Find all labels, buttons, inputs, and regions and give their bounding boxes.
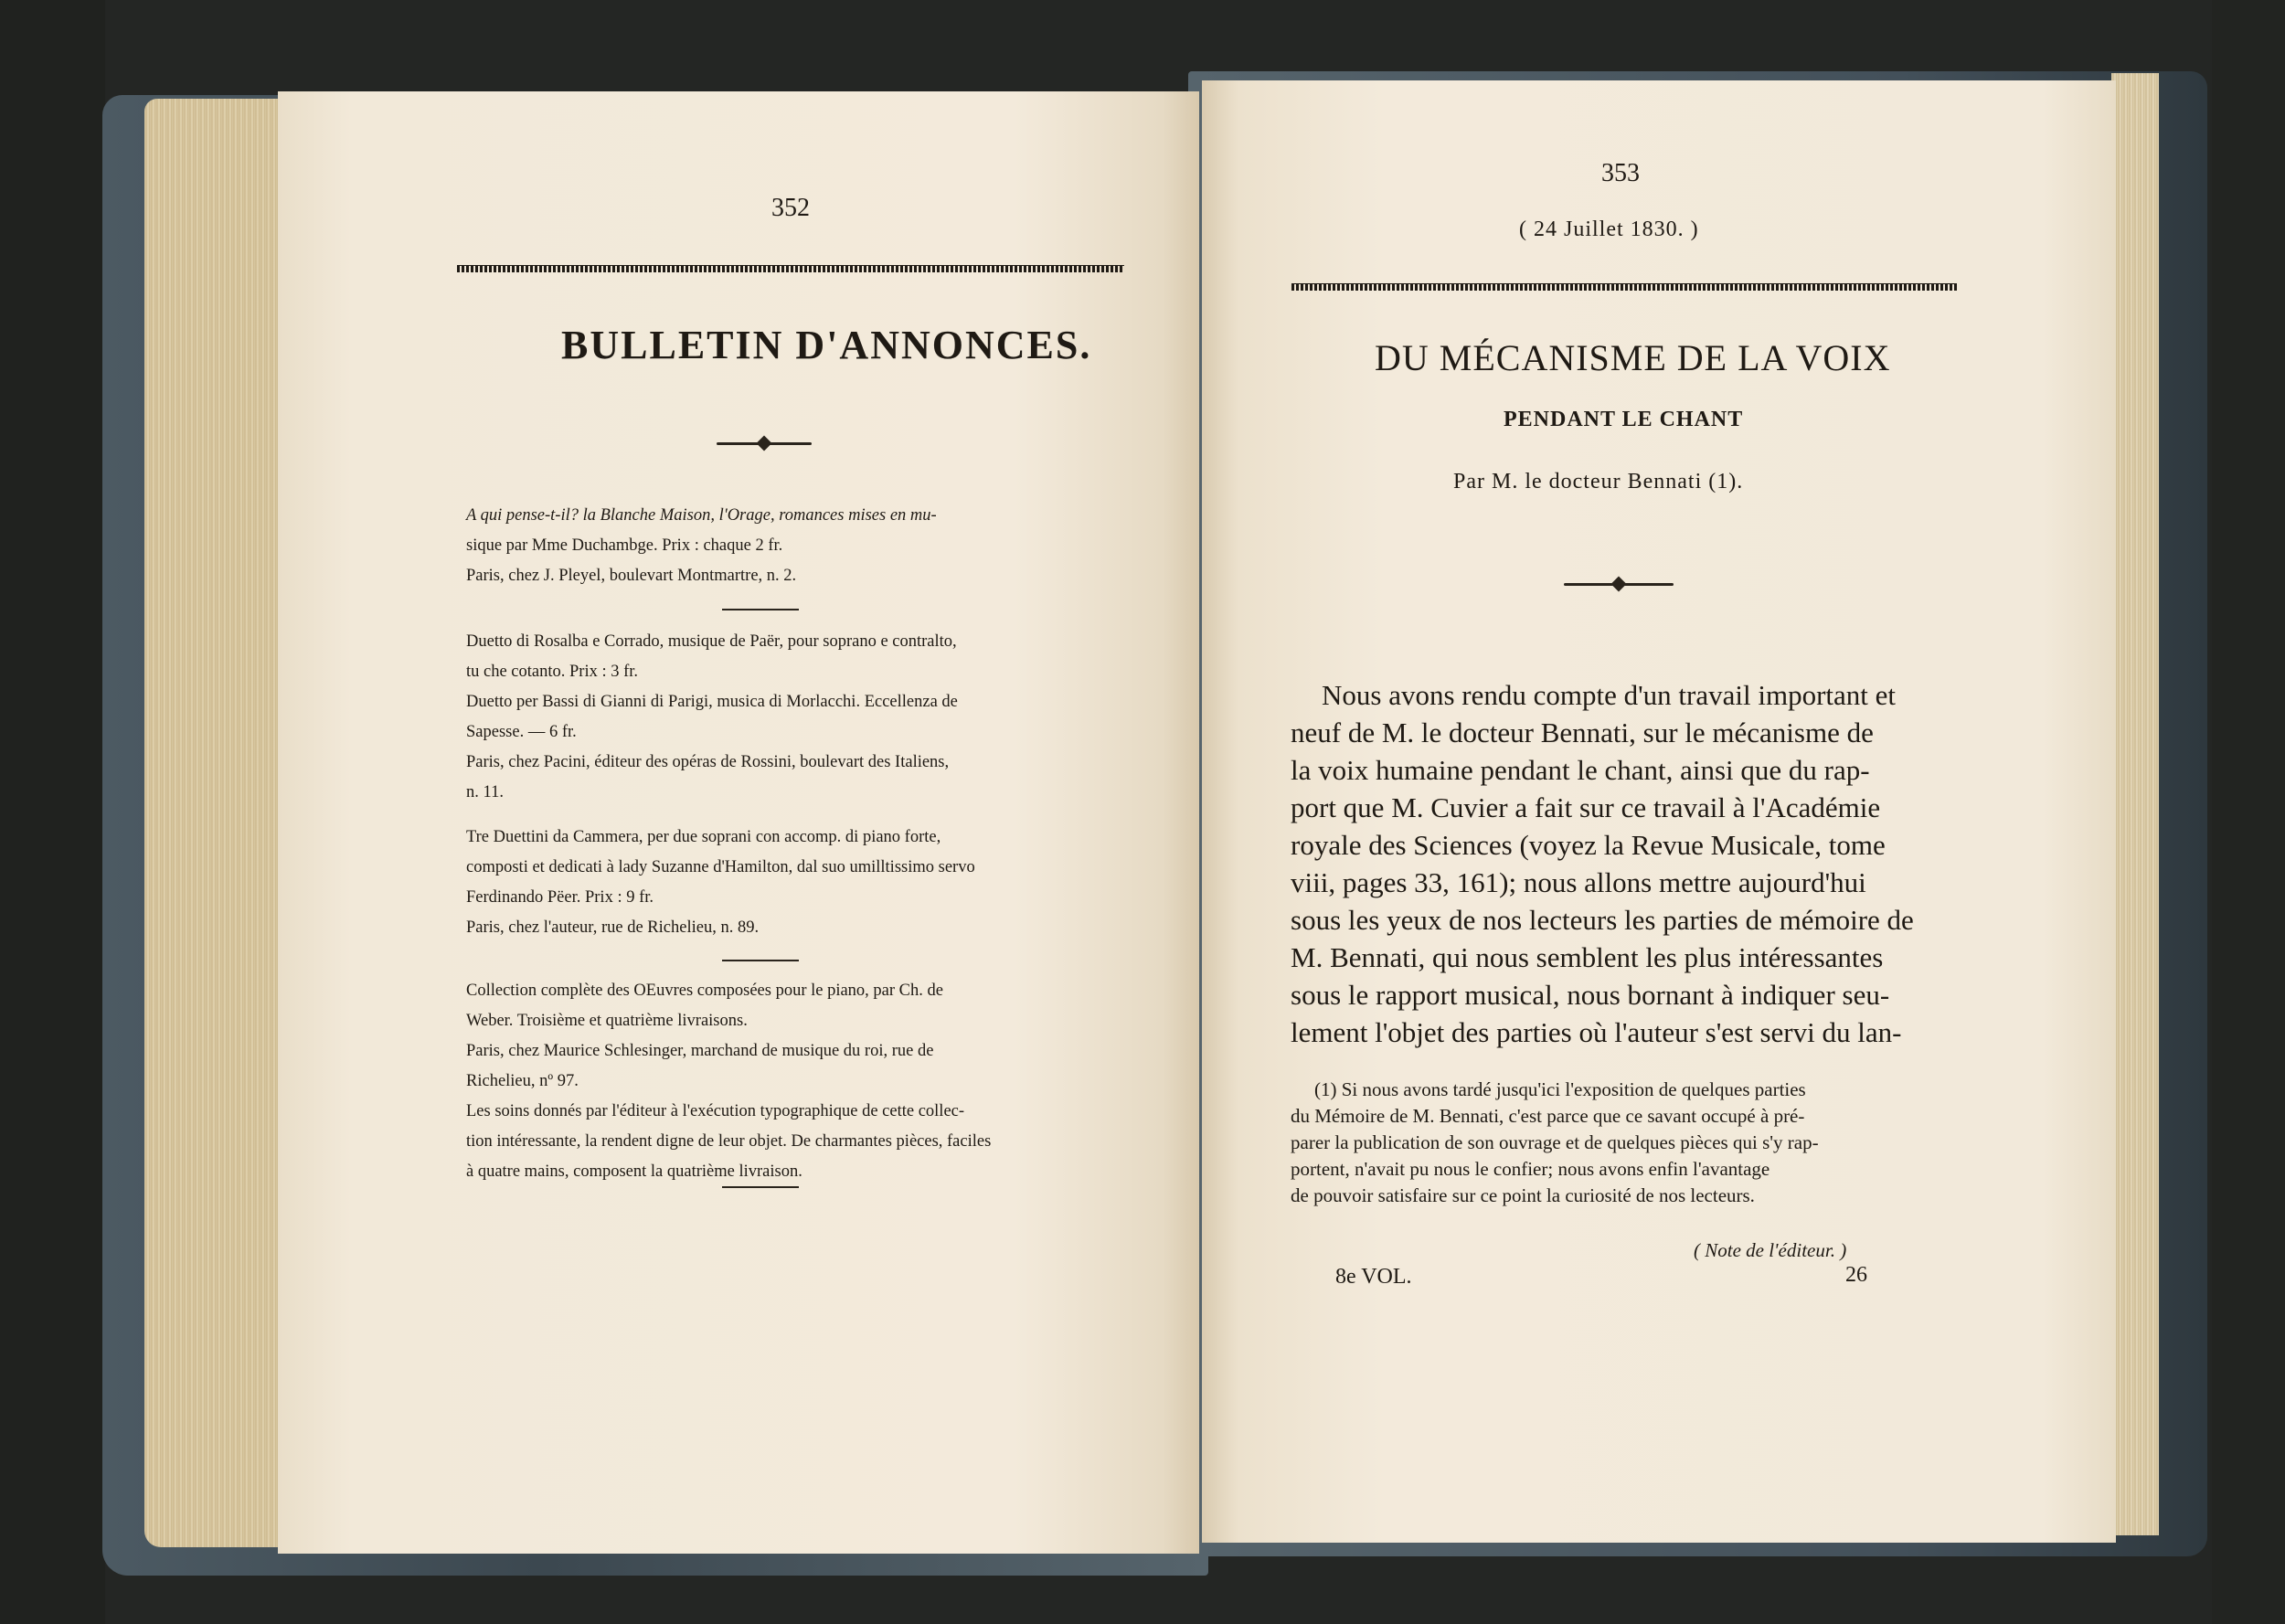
entry-line: Paris, chez J. Pleyel, boulevart Montmartre, n. 2. — [466, 567, 797, 585]
bulletin-title: BULLETIN D'ANNONCES. — [561, 323, 1092, 367]
body-line: sous le rapport musical, nous bornant à indiquer seu- — [1291, 979, 1890, 1011]
body-line: port que M. Cuvier a fait sur ce travail à l'Académie — [1291, 791, 1881, 823]
body-line: sous les yeux de nos lecteurs les parties de mémoire de — [1291, 904, 1914, 936]
right-page-number: 353 — [1601, 159, 1640, 187]
body-line: M. Bennati, qui nous semblent les plus intéressantes — [1291, 941, 1884, 973]
entry-line: tu che cotanto. Prix : 3 fr. — [466, 663, 639, 681]
body-line: la voix humaine pendant le chant, ainsi que du rap- — [1291, 754, 1870, 786]
entry-line: composti et dedicati à lady Suzanne d'Hamilton, dal suo umilltissimo servo — [466, 858, 975, 876]
article-byline: Par M. le docteur Bennati (1). — [1453, 470, 1744, 494]
body-line: Nous avons rendu compte d'un travail important et — [1322, 679, 1897, 711]
background-right — [2212, 0, 2285, 1624]
footnote-line: de pouvoir satisfaire sur ce point la curiosité de nos lecteurs. — [1291, 1184, 1755, 1206]
entry-3 — [466, 823, 1106, 943]
entry-line: Collection complète des OEuvres composées pour le piano, par Ch. de — [466, 982, 943, 1000]
entry-line: Duetto di Rosalba e Corrado, musique de Paër, pour soprano e contralto, — [466, 632, 957, 651]
entry-line: Tre Duettini da Cammera, per due soprani con accomp. di piano forte, — [466, 828, 941, 846]
title-ornament — [1564, 583, 1674, 586]
left-page-number: 352 — [771, 194, 810, 222]
entry-separator — [722, 609, 799, 610]
signature-volume: 8e VOL. — [1335, 1265, 1412, 1289]
title-ornament — [717, 442, 812, 445]
body-line: viii, pages 33, 161); nous allons mettre aujourd'hui — [1291, 866, 1866, 898]
body-line: lement l'objet des parties où l'auteur s'est servi du lan- — [1291, 1016, 1902, 1048]
entry-4 — [466, 976, 1106, 1187]
footnote-line: (1) Si nous avons tardé jusqu'ici l'exposition de quelques parties — [1314, 1078, 1806, 1100]
article-body — [1291, 676, 1949, 1051]
dateline: ( 24 Juillet 1830. ) — [1519, 218, 1699, 241]
footnote — [1291, 1077, 1949, 1209]
background-left — [0, 0, 105, 1624]
page-edges-right — [2111, 73, 2159, 1535]
entry-2 — [466, 627, 1106, 808]
entry-line: Ferdinando Pëer. Prix : 9 fr. — [466, 888, 654, 907]
header-rule — [457, 265, 1124, 272]
entry-separator — [722, 1186, 799, 1188]
entry-line: Paris, chez Pacini, éditeur des opéras de Rossini, boulevart des Italiens, — [466, 753, 950, 771]
footnote-line: parer la publication de son ouvrage et de quelques pièces qui s'y rap- — [1291, 1131, 1819, 1153]
article-title: DU MÉCANISME DE LA VOIX — [1375, 337, 1891, 378]
body-line: royale des Sciences (voyez la Revue Musicale, tome — [1291, 829, 1886, 861]
article-subtitle: PENDANT LE CHANT — [1504, 408, 1744, 431]
entry-line: A qui pense-t-il? la Blanche Maison, l'Orage, romances mises en mu- — [466, 506, 937, 525]
entry-line: Sapesse. — 6 fr. — [466, 723, 577, 741]
entry-line: n. 11. — [466, 783, 504, 801]
right-page — [1202, 80, 2116, 1543]
footnote-attribution: ( Note de l'éditeur. ) — [1694, 1239, 1847, 1261]
body-line: neuf de M. le docteur Bennati, sur le mécanisme de — [1291, 716, 1874, 748]
entry-line: Paris, chez l'auteur, rue de Richelieu, n. 89. — [466, 918, 760, 937]
entry-separator — [722, 960, 799, 961]
signature-number: 26 — [1845, 1263, 1867, 1287]
header-rule — [1291, 283, 1957, 291]
entry-line: tion intéressante, la rendent digne de leur objet. De charmantes pièces, faciles — [466, 1132, 992, 1151]
entry-line: sique par Mme Duchambge. Prix : chaque 2 fr. — [466, 536, 783, 555]
entry-1 — [466, 501, 1106, 591]
left-page — [278, 91, 1199, 1554]
footnote-line: portent, n'avait pu nous le confier; nous avons enfin l'avantage — [1291, 1158, 1770, 1180]
page-edges-left — [144, 99, 287, 1547]
entry-line: Weber. Troisième et quatrième livraisons. — [466, 1012, 748, 1030]
entry-line: Les soins donnés par l'éditeur à l'exécution typographique de cette collec- — [466, 1102, 965, 1120]
entry-line: Duetto per Bassi di Gianni di Parigi, musica di Morlacchi. Eccellenza de — [466, 693, 958, 711]
entry-line: Richelieu, nº 97. — [466, 1072, 579, 1090]
entry-line: à quatre mains, composent la quatrième livraison. — [466, 1162, 802, 1181]
footnote-line: du Mémoire de M. Bennati, c'est parce que ce savant occupé à pré- — [1291, 1105, 1805, 1127]
entry-line: Paris, chez Maurice Schlesinger, marchand de musique du roi, rue de — [466, 1042, 934, 1060]
